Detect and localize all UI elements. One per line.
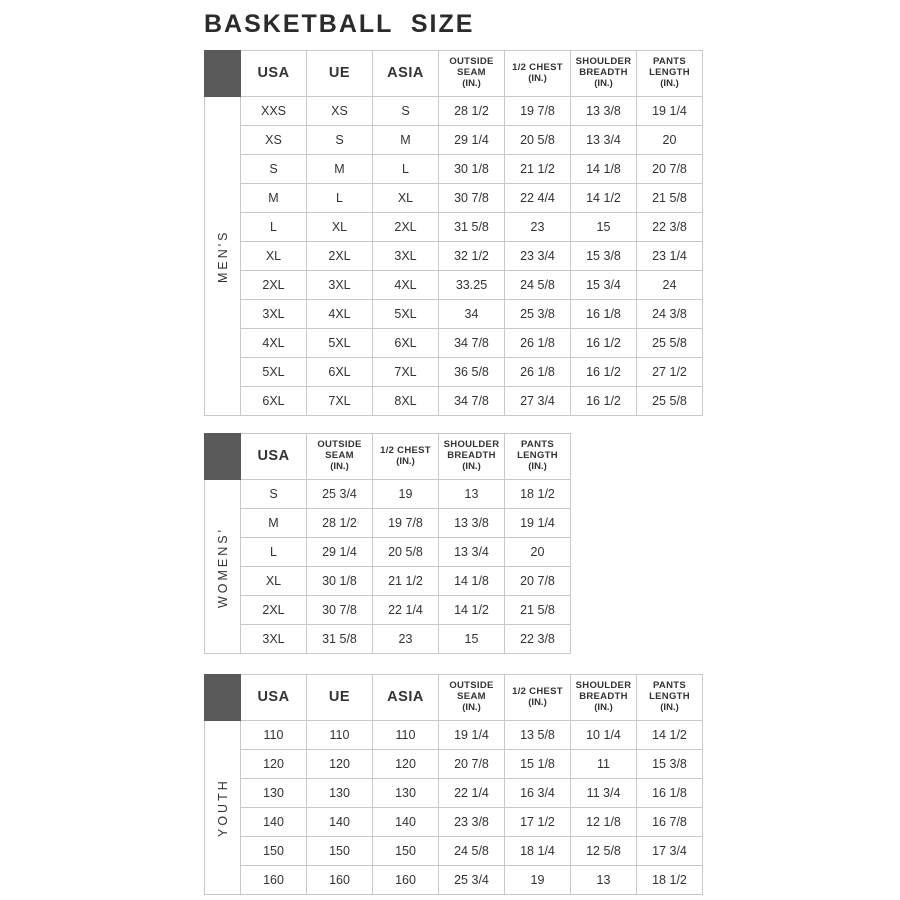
column-header	[307, 675, 373, 721]
table-cell: M	[373, 126, 439, 155]
table-cell: 2XL	[241, 271, 307, 300]
table-row	[205, 625, 571, 654]
table-cell: 22 1/4	[373, 596, 439, 625]
table-row	[205, 242, 703, 271]
womens-size-table	[204, 433, 571, 654]
column-header-label: OUTSIDE SEAM	[449, 56, 494, 79]
table-cell: 5XL	[373, 300, 439, 329]
table-cell: 13	[571, 866, 637, 895]
table-cell: 140	[241, 808, 307, 837]
table-cell: 29 1/4	[307, 538, 373, 567]
table-cell: 15 3/8	[571, 242, 637, 271]
table-cell: 20	[637, 126, 703, 155]
table-cell: 16 1/2	[571, 358, 637, 387]
table-cell: 20 7/8	[637, 155, 703, 184]
column-header	[505, 434, 571, 480]
table-cell: 33.25	[439, 271, 505, 300]
table-cell: 130	[307, 779, 373, 808]
table-cell: L	[307, 184, 373, 213]
table-cell: 3XL	[373, 242, 439, 271]
column-header-label: SHOULDER BREADTH	[443, 439, 500, 462]
table-cell: 120	[307, 750, 373, 779]
table-cell: 21 1/2	[505, 155, 571, 184]
column-header	[637, 675, 703, 721]
table-cell: 16 1/8	[571, 300, 637, 329]
column-header-unit: (IN.)	[462, 460, 481, 472]
column-header	[373, 51, 439, 97]
table-cell: 32 1/2	[439, 242, 505, 271]
table-row	[205, 184, 703, 213]
table-cell: 11 3/4	[571, 779, 637, 808]
column-header-unit: (IN.)	[462, 701, 481, 713]
column-header-unit: (IN.)	[528, 696, 547, 708]
table-cell: 120	[241, 750, 307, 779]
table-row	[205, 480, 571, 509]
column-header-label: OUTSIDE SEAM	[317, 439, 362, 462]
table-cell: S	[241, 155, 307, 184]
table-cell: 25 3/8	[505, 300, 571, 329]
table-cell: 6XL	[241, 387, 307, 416]
column-header-label: USA	[257, 689, 290, 706]
column-header-label: PANTS LENGTH	[517, 439, 558, 462]
table-cell: 16 1/8	[637, 779, 703, 808]
column-header-unit: (IN.)	[660, 701, 679, 713]
table-row	[205, 329, 703, 358]
table-cell: 30 7/8	[307, 596, 373, 625]
column-header-label: ASIA	[387, 65, 424, 82]
table-cell: 36 5/8	[439, 358, 505, 387]
table-cell: S	[307, 126, 373, 155]
table-cell: 3XL	[241, 300, 307, 329]
column-header-label: USA	[257, 448, 290, 465]
table-cell: 110	[373, 721, 439, 750]
column-header-unit: (IN.)	[594, 701, 613, 713]
table-cell: 25 5/8	[637, 387, 703, 416]
table-cell: 20 5/8	[373, 538, 439, 567]
table-cell: 150	[241, 837, 307, 866]
table-cell: 4XL	[241, 329, 307, 358]
table-cell: 160	[373, 866, 439, 895]
table-cell: 13 3/4	[439, 538, 505, 567]
table-cell: 30 1/8	[439, 155, 505, 184]
table-cell: 110	[307, 721, 373, 750]
table-cell: 22 1/4	[439, 779, 505, 808]
column-header-label: ASIA	[387, 689, 424, 706]
column-header-unit: (IN.)	[528, 460, 547, 472]
column-header	[505, 675, 571, 721]
table-header-row	[205, 434, 571, 480]
column-header-label: PANTS LENGTH	[649, 680, 690, 703]
table-cell: XS	[307, 97, 373, 126]
table-cell: 22 4/4	[505, 184, 571, 213]
column-header	[307, 434, 373, 480]
table-cell: 22 3/8	[637, 213, 703, 242]
table-cell: 23 3/8	[439, 808, 505, 837]
youth-size-table	[204, 674, 703, 895]
table-row	[205, 358, 703, 387]
table-cell: 15 3/4	[571, 271, 637, 300]
table-cell: 27 1/2	[637, 358, 703, 387]
table-cell: 8XL	[373, 387, 439, 416]
table-cell: 15 1/8	[505, 750, 571, 779]
table-cell: 23	[505, 213, 571, 242]
table-cell: 25 3/4	[439, 866, 505, 895]
table-cell: 6XL	[307, 358, 373, 387]
table-row	[205, 509, 571, 538]
table-cell: 30 7/8	[439, 184, 505, 213]
table-header-row	[205, 675, 703, 721]
table-cell: 24 5/8	[505, 271, 571, 300]
table-row	[205, 213, 703, 242]
table-cell: 25 5/8	[637, 329, 703, 358]
table-cell: 13	[439, 480, 505, 509]
column-header-label: USA	[257, 65, 290, 82]
table-row	[205, 721, 703, 750]
table-row	[205, 779, 703, 808]
table-cell: 4XL	[373, 271, 439, 300]
table-cell: 13 3/8	[571, 97, 637, 126]
table-cell: XL	[307, 213, 373, 242]
table-cell: 26 1/8	[505, 358, 571, 387]
column-header	[307, 51, 373, 97]
column-header	[241, 675, 307, 721]
table-cell: 6XL	[373, 329, 439, 358]
table-cell: 25 3/4	[307, 480, 373, 509]
table-cell: 14 1/2	[571, 184, 637, 213]
table-group-label: MEN'S	[205, 97, 241, 416]
table-cell: 160	[241, 866, 307, 895]
table-cell: 15	[571, 213, 637, 242]
table-cell: 14 1/2	[637, 721, 703, 750]
table-cell: 130	[241, 779, 307, 808]
column-header	[637, 51, 703, 97]
table-cell: S	[241, 480, 307, 509]
table-cell: 3XL	[241, 625, 307, 654]
table-cell: 7XL	[373, 358, 439, 387]
table-row	[205, 538, 571, 567]
table-cell: 5XL	[241, 358, 307, 387]
table-cell: 27 3/4	[505, 387, 571, 416]
table-cell: 12 1/8	[571, 808, 637, 837]
table-cell: 21 5/8	[637, 184, 703, 213]
table-cell: 22 3/8	[505, 625, 571, 654]
table-cell: 18 1/4	[505, 837, 571, 866]
table-cell: M	[241, 184, 307, 213]
table-cell: 16 1/2	[571, 329, 637, 358]
column-header-label: PANTS LENGTH	[649, 56, 690, 79]
table-cell: 23 1/4	[637, 242, 703, 271]
table-cell: 4XL	[307, 300, 373, 329]
table-cell: 140	[373, 808, 439, 837]
header-corner-cell	[205, 51, 241, 97]
column-header-label: UE	[328, 689, 351, 706]
page-title: BASKETBALL SIZE	[204, 10, 475, 38]
table-cell: 34	[439, 300, 505, 329]
table-cell: 150	[307, 837, 373, 866]
table-cell: 2XL	[241, 596, 307, 625]
table-cell: 26 1/8	[505, 329, 571, 358]
table-cell: 17 3/4	[637, 837, 703, 866]
table-cell: 130	[373, 779, 439, 808]
table-cell: L	[241, 538, 307, 567]
table-cell: 3XL	[307, 271, 373, 300]
table-cell: 29 1/4	[439, 126, 505, 155]
table-group-label: YOUTH	[205, 721, 241, 895]
table-cell: 20 5/8	[505, 126, 571, 155]
table-cell: 24 5/8	[439, 837, 505, 866]
table-row	[205, 808, 703, 837]
table-cell: L	[241, 213, 307, 242]
table-cell: XS	[241, 126, 307, 155]
table-cell: 16 1/2	[571, 387, 637, 416]
column-header	[439, 675, 505, 721]
column-header	[505, 51, 571, 97]
table-cell: 10 1/4	[571, 721, 637, 750]
column-header-label: 1/2 CHEST	[380, 444, 431, 456]
table-cell: 18 1/2	[637, 866, 703, 895]
table-cell: 19 7/8	[505, 97, 571, 126]
table-row	[205, 155, 703, 184]
table-cell: 31 5/8	[307, 625, 373, 654]
table-cell: M	[241, 509, 307, 538]
table-cell: 12 5/8	[571, 837, 637, 866]
table-row	[205, 750, 703, 779]
table-row	[205, 567, 571, 596]
table-cell: 14 1/8	[439, 567, 505, 596]
column-header	[373, 434, 439, 480]
table-cell: 19 7/8	[373, 509, 439, 538]
table-cell: 14 1/2	[439, 596, 505, 625]
column-header-unit: (IN.)	[594, 77, 613, 89]
table-group-label: WOMENS'	[205, 480, 241, 654]
column-header-label: OUTSIDE SEAM	[449, 680, 494, 703]
table-cell: 160	[307, 866, 373, 895]
column-header	[571, 51, 637, 97]
table-cell: 20 7/8	[439, 750, 505, 779]
mens-size-table	[204, 50, 703, 416]
table-row	[205, 596, 571, 625]
table-cell: 24 3/8	[637, 300, 703, 329]
table-cell: 19 1/4	[439, 721, 505, 750]
table-cell: 2XL	[307, 242, 373, 271]
table-row	[205, 387, 703, 416]
table-row	[205, 837, 703, 866]
table-cell: 13 3/8	[439, 509, 505, 538]
table-cell: 11	[571, 750, 637, 779]
table-cell: 16 3/4	[505, 779, 571, 808]
table-cell: 19	[505, 866, 571, 895]
table-cell: 19	[373, 480, 439, 509]
table-row	[205, 271, 703, 300]
column-header-unit: (IN.)	[396, 455, 415, 467]
table-cell: 28 1/2	[439, 97, 505, 126]
column-header	[439, 51, 505, 97]
table-cell: 13 3/4	[571, 126, 637, 155]
column-header-label: 1/2 CHEST	[512, 685, 563, 697]
table-cell: 23	[373, 625, 439, 654]
table-cell: XL	[373, 184, 439, 213]
table-cell: 20	[505, 538, 571, 567]
table-cell: 17 1/2	[505, 808, 571, 837]
column-header	[439, 434, 505, 480]
table-row	[205, 866, 703, 895]
column-header-unit: (IN.)	[528, 72, 547, 84]
table-cell: 20 7/8	[505, 567, 571, 596]
table-cell: 19 1/4	[637, 97, 703, 126]
table-cell: 120	[373, 750, 439, 779]
table-cell: 34 7/8	[439, 329, 505, 358]
column-header-label: SHOULDER BREADTH	[575, 680, 632, 703]
table-row	[205, 300, 703, 329]
table-cell: XL	[241, 242, 307, 271]
table-cell: 2XL	[373, 213, 439, 242]
table-cell: 21 5/8	[505, 596, 571, 625]
table-cell: 24	[637, 271, 703, 300]
table-cell: 13 5/8	[505, 721, 571, 750]
table-cell: 31 5/8	[439, 213, 505, 242]
column-header	[241, 434, 307, 480]
header-corner-cell	[205, 675, 241, 721]
column-header-label: SHOULDER BREADTH	[575, 56, 632, 79]
column-header	[571, 675, 637, 721]
column-header-unit: (IN.)	[462, 77, 481, 89]
table-cell: 14 1/8	[571, 155, 637, 184]
table-cell: 7XL	[307, 387, 373, 416]
table-cell: XXS	[241, 97, 307, 126]
table-cell: 15	[439, 625, 505, 654]
table-cell: 5XL	[307, 329, 373, 358]
table-cell: 19 1/4	[505, 509, 571, 538]
column-header-unit: (IN.)	[660, 77, 679, 89]
header-corner-cell	[205, 434, 241, 480]
table-cell: XL	[241, 567, 307, 596]
table-cell: S	[373, 97, 439, 126]
table-cell: 30 1/8	[307, 567, 373, 596]
table-cell: 16 7/8	[637, 808, 703, 837]
table-row	[205, 97, 703, 126]
column-header-unit: (IN.)	[330, 460, 349, 472]
table-cell: 28 1/2	[307, 509, 373, 538]
table-cell: L	[373, 155, 439, 184]
column-header	[241, 51, 307, 97]
table-cell: 110	[241, 721, 307, 750]
table-cell: 140	[307, 808, 373, 837]
table-cell: 18 1/2	[505, 480, 571, 509]
table-cell: 15 3/8	[637, 750, 703, 779]
table-header-row	[205, 51, 703, 97]
column-header-label: 1/2 CHEST	[512, 61, 563, 73]
column-header	[373, 675, 439, 721]
column-header-label: UE	[328, 65, 351, 82]
table-row	[205, 126, 703, 155]
table-cell: 34 7/8	[439, 387, 505, 416]
table-cell: M	[307, 155, 373, 184]
table-cell: 21 1/2	[373, 567, 439, 596]
table-cell: 150	[373, 837, 439, 866]
table-cell: 23 3/4	[505, 242, 571, 271]
